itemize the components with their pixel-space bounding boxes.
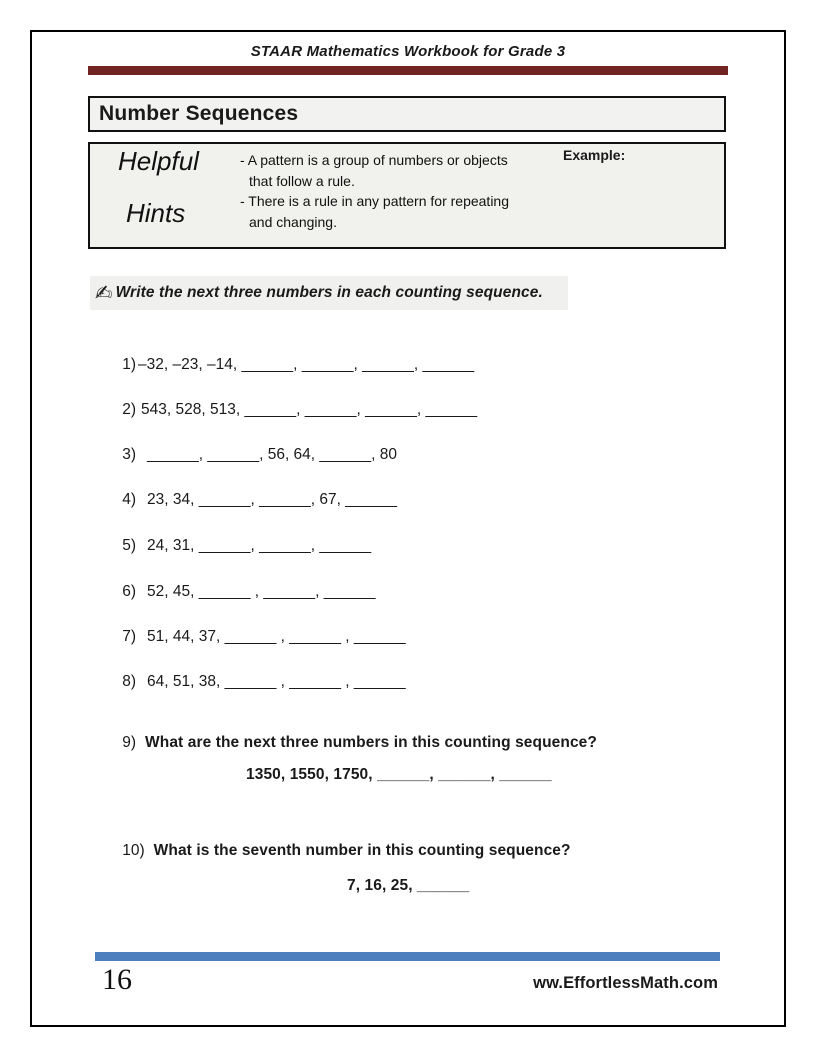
question-sequence: –32, –23, –14, ______, ______, ______, ______ xyxy=(138,356,475,373)
hint-line: - There is a rule in any pattern for repeating xyxy=(240,193,510,209)
question-row-10 xyxy=(105,824,571,878)
helpful-hints-box xyxy=(88,142,726,249)
hints-label-hints: Hints xyxy=(126,198,186,228)
header-rule-bar xyxy=(88,66,728,75)
word-problem-question: What are the next three numbers in this counting sequence? xyxy=(145,734,597,751)
word-problem-question: What is the seventh number in this counting sequence? xyxy=(153,842,571,859)
word-problem-sequence: 7, 16, 25, ______ xyxy=(347,877,470,894)
section-title-box xyxy=(88,96,726,132)
footer-website: ww.EffortlessMath.com xyxy=(533,974,718,992)
question-number: 6) xyxy=(122,583,137,600)
question-sequence: 51, 44, 37, ______ , ______ , ______ xyxy=(147,628,406,645)
question-row-8 xyxy=(105,655,406,709)
question-number: 8) xyxy=(122,673,137,690)
question-number: 4) xyxy=(122,491,137,508)
question-sequence: 23, 34, ______, ______, 67, ______ xyxy=(147,491,397,508)
question-sequence: 64, 51, 38, ______ , ______ , ______ xyxy=(147,673,406,690)
hints-text-block xyxy=(240,150,509,232)
question-sequence: 24, 31, ______, ______, ______ xyxy=(147,537,372,554)
footer-rule-bar xyxy=(95,952,720,961)
hint-line: that follow a rule. xyxy=(249,172,355,189)
question-sequence: ______, ______, 56, 64, ______, 80 xyxy=(147,446,397,463)
instruction-banner xyxy=(90,276,568,310)
question-number: 9) xyxy=(122,734,137,751)
book-title: STAAR Mathematics Workbook for Grade 3 xyxy=(250,43,566,60)
instruction-text: Write the next three numbers in each counting sequence. xyxy=(115,284,543,301)
hints-label-helpful: Helpful xyxy=(118,146,199,176)
hint-line: - A pattern is a group of numbers or objects xyxy=(240,152,508,168)
question-row-9 xyxy=(105,716,597,770)
section-title: Number Sequences xyxy=(99,102,299,125)
question-sequence: 52, 45, ______ , ______, ______ xyxy=(147,583,376,600)
example-label: Example: xyxy=(563,147,626,163)
question-sequence: 543, 528, 513, ______, ______, ______, ______ xyxy=(141,401,478,418)
question-number: 10) xyxy=(122,842,145,859)
question-number: 2) xyxy=(122,401,137,418)
page-number: 16 xyxy=(102,963,132,996)
writing-hand-icon: ✍ xyxy=(95,280,113,305)
hint-line: and changing. xyxy=(249,213,337,230)
question-number: 3) xyxy=(122,446,137,463)
question-number: 1) xyxy=(122,356,137,373)
question-number: 7) xyxy=(122,628,137,645)
question-number: 5) xyxy=(122,537,137,554)
word-problem-sequence: 1350, 1550, 1750, ______, ______, ______ xyxy=(246,766,552,783)
